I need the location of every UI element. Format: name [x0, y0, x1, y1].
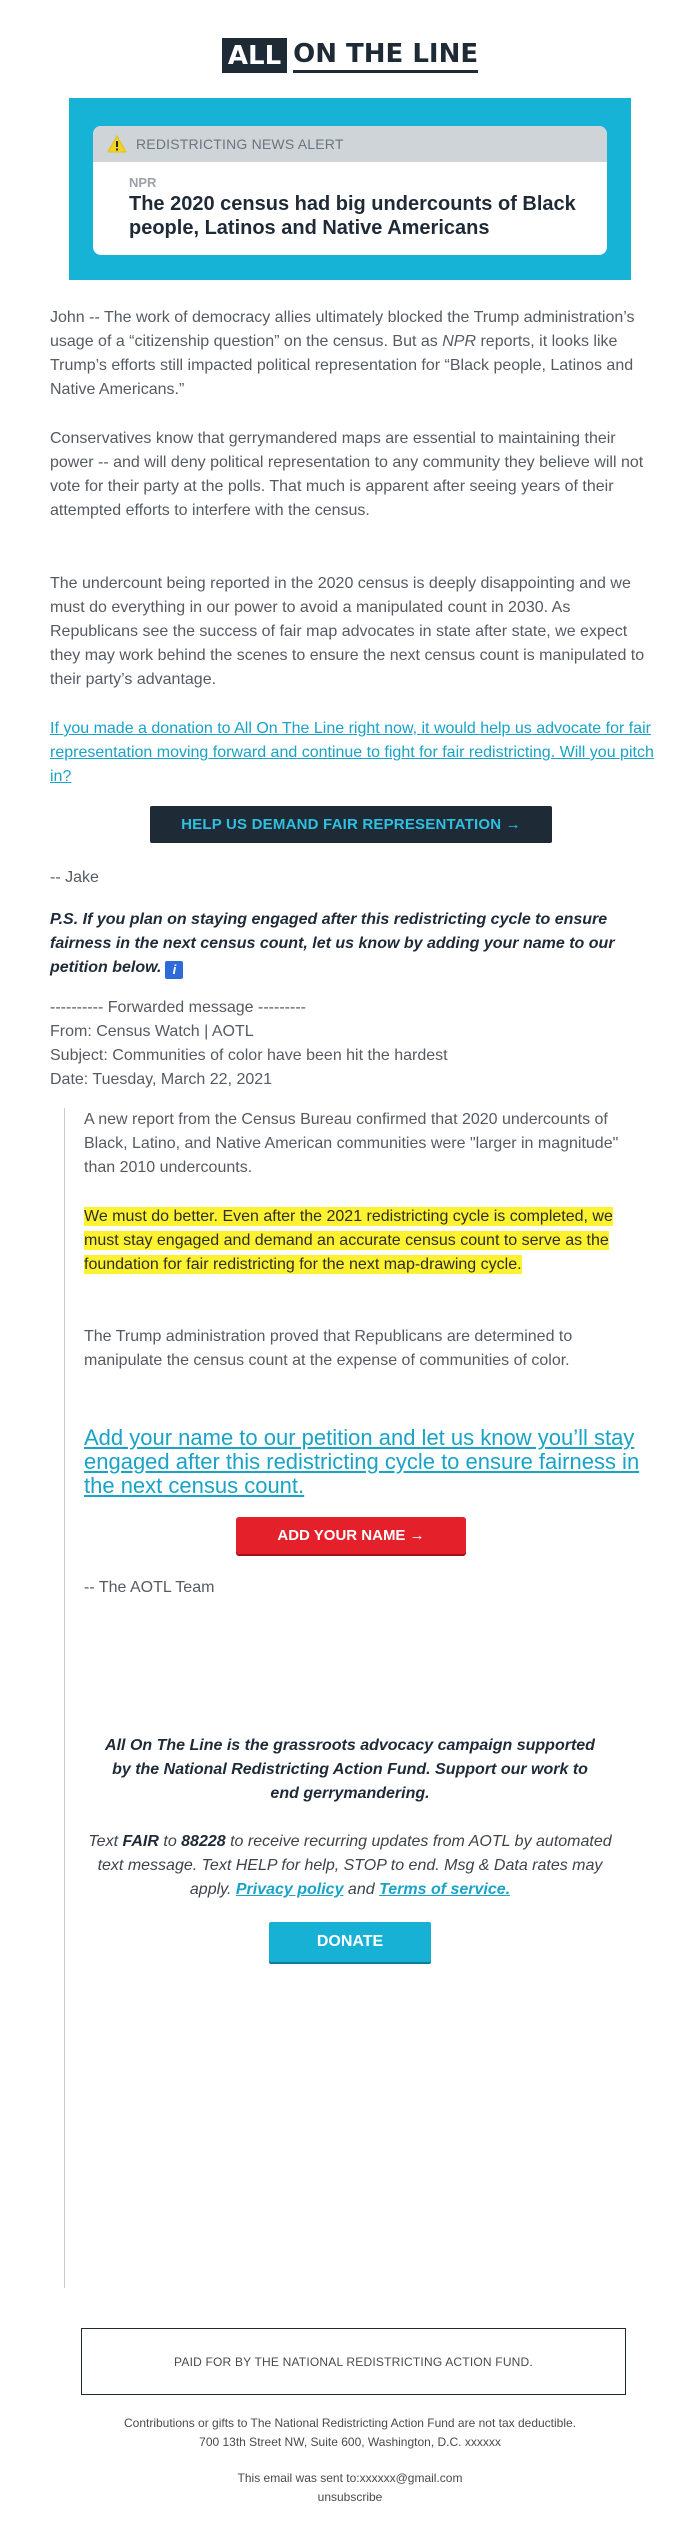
terms-of-service-link[interactable]: Terms of service.: [379, 1881, 511, 1898]
news-alert-header: [93, 126, 607, 162]
news-alert-card[interactable]: [69, 98, 631, 280]
news-headline: The 2020 census had big undercounts of Black people, Latinos and Native Americans: [129, 193, 576, 239]
paragraph-undercount: The undercount being reported in the 2020 census is deeply disappointing and we must do everything in our power to avoid a manipulated count in 2030. As Republicans see the success of fair map advocates in state after state, we expect they may work behind the scenes to ensure the next census count is manipulated to their party’s advantage.: [50, 575, 645, 688]
forwarded-date: Date: Tuesday, March 22, 2021: [50, 1071, 273, 1088]
news-alert-inner: [93, 126, 607, 255]
logo-text: ON THE LINE: [293, 38, 478, 73]
paid-for-disclaimer: PAID FOR BY THE NATIONAL REDISTRICTING ACTION FUND.: [81, 2328, 626, 2395]
petition-link[interactable]: Add your name to our petition and let us know you’ll stay engaged after this redistricting cycle to ensure fairness in the next census count.: [84, 1425, 640, 1498]
forwarded-header: [50, 996, 660, 1092]
highlighted-text: We must do better. Even after the 2021 redistricting cycle is completed, we must stay engaged and demand an accurate census count to serve as the foundation for fair redistricting for the next map-drawing cycle.: [84, 1208, 613, 1273]
sms-text-b: to: [158, 1833, 182, 1850]
sms-text-c: to receive recurring updates from AOTL by automated text message. Text HELP for help, STOP to end. Msg & Data rates may apply.: [97, 1833, 612, 1898]
quoted-report-paragraph: A new report from the Census Bureau confirmed that 2020 undercounts of Black, Latino, and Native American communities were "larger in magnitude" than 2010 undercounts.: [84, 1111, 619, 1176]
donation-link[interactable]: If you made a donation to All On The Line right now, it would help us advocate for fair representation moving forward and continue to fight for fair redistricting. Will you pitch in?: [50, 720, 654, 785]
donate-button[interactable]: DONATE: [269, 1922, 431, 1962]
logo: [0, 38, 700, 73]
unsubscribe-link[interactable]: unsubscribe: [317, 2490, 383, 2504]
news-alert-label: REDISTRICTING NEWS ALERT: [136, 136, 344, 152]
address: 700 13th Street NW, Suite 600, Washington, D.C. xxxxxx: [199, 2435, 501, 2449]
intro-text-a: John -- The work of democracy allies ultimately blocked the Trump administration’s usage of a “citizenship question” on the census. But as: [50, 309, 635, 350]
sms-text-and: and: [343, 1881, 380, 1898]
info-icon: i: [165, 961, 183, 979]
quote-bar: [64, 1108, 65, 2288]
privacy-policy-link[interactable]: Privacy policy: [235, 1881, 344, 1898]
intro-paragraph: [50, 306, 660, 402]
logo-box: ALL: [222, 38, 287, 73]
forwarded-from: From: Census Watch | AOTL: [50, 1023, 254, 1040]
footer-sms-info: [80, 1830, 620, 1902]
postscript: [50, 908, 660, 980]
demand-fair-representation-button[interactable]: HELP US DEMAND FAIR REPRESENTATION →: [150, 806, 552, 843]
quoted-trump-paragraph: The Trump administration proved that Republicans are determined to manipulate the census count at the expense of communities of color.: [84, 1328, 573, 1369]
postscript-text: P.S. If you plan on staying engaged after this redistricting cycle to ensure fairness in the next census count, let us know by adding your name to our petition below.: [50, 911, 615, 976]
sms-keyword: FAIR: [122, 1833, 159, 1850]
sms-text-a: Text: [88, 1833, 123, 1850]
footer-about: All On The Line is the grassroots advocacy campaign supported by the National Redistricting Action Fund. Support our work to end gerrymandering.: [105, 1737, 595, 1802]
intro-source: NPR: [442, 333, 477, 350]
intro-text-b: reports, it looks like Trump’s efforts still impacted political representation for “Black people, Latinos and Native Americans.”: [50, 333, 634, 398]
tax-note: Contributions or gifts to The National Redistricting Action Fund are not tax deductible.: [123, 2416, 577, 2430]
signoff-jake: -- Jake: [50, 869, 99, 886]
forwarded-divider: ---------- Forwarded message ---------: [50, 999, 306, 1016]
warning-icon: [107, 135, 127, 153]
paragraph-conservatives: Conservatives know that gerrymandered maps are essential to maintaining their power -- and will deny political representation to any community they believe will not vote for their party at the polls. That much is apparent after seeing years of their attempted efforts to interfere with the census.: [50, 430, 644, 519]
forwarded-subject: Subject: Communities of color have been hit the hardest: [50, 1047, 448, 1064]
highlighted-paragraph: [84, 1205, 644, 1277]
signoff-aotl-team: -- The AOTL Team: [84, 1579, 215, 1596]
add-your-name-button[interactable]: ADD YOUR NAME →: [236, 1517, 466, 1554]
sent-to: This email was sent to:xxxxxx@gmail.com: [237, 2471, 463, 2485]
news-source: NPR: [129, 175, 157, 190]
sms-number: 88228: [181, 1833, 226, 1850]
